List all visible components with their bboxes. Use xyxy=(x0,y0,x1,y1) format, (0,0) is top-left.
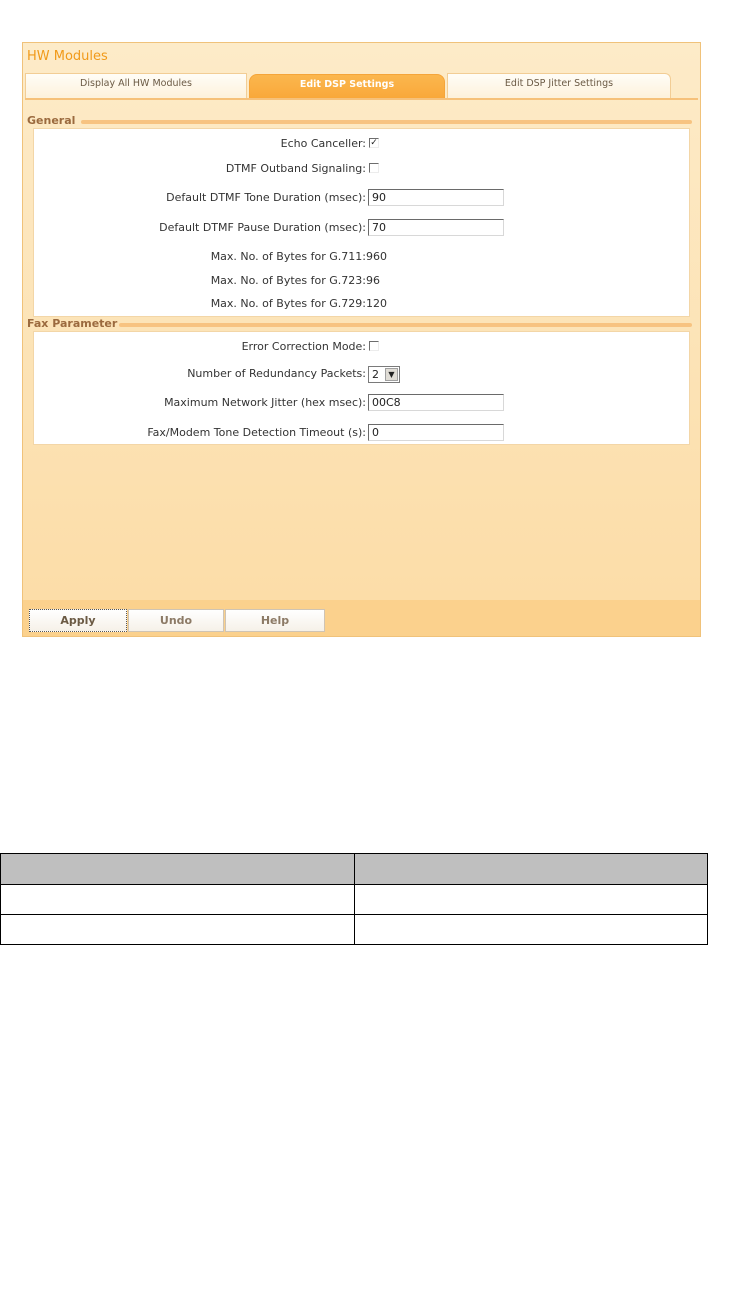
chevron-down-icon[interactable]: ▼ xyxy=(385,368,398,381)
table-cell xyxy=(355,854,708,885)
dtmf-tone-duration-input[interactable]: 90 xyxy=(368,189,504,206)
bytes-g723-label: Max. No. of Bytes for G.723: xyxy=(210,274,366,287)
dtmf-outband-row xyxy=(34,159,689,181)
table-cell xyxy=(355,915,708,945)
tone-timeout-label: Fax/Modem Tone Detection Timeout (s): xyxy=(147,426,366,439)
document-table xyxy=(0,853,708,945)
dtmf-pause-duration-row xyxy=(34,218,689,240)
table-cell xyxy=(1,885,355,915)
dtmf-tone-duration-row xyxy=(34,188,689,210)
fax-section-divider xyxy=(119,323,692,327)
table-row xyxy=(1,885,708,915)
table-cell xyxy=(1,854,355,885)
error-correction-label: Error Correction Mode: xyxy=(241,340,366,353)
general-section xyxy=(33,128,690,317)
fax-section xyxy=(33,331,690,445)
dtmf-outband-checkbox[interactable] xyxy=(369,163,379,173)
tab-edit-dsp-jitter-settings[interactable]: Edit DSP Jitter Settings xyxy=(447,73,671,99)
hw-modules-panel xyxy=(22,42,701,637)
bytes-g729-value: 120 xyxy=(366,297,387,310)
redundancy-packets-label: Number of Redundancy Packets: xyxy=(187,367,366,380)
general-section-divider xyxy=(81,120,692,124)
table-cell xyxy=(355,885,708,915)
table-cell xyxy=(1,915,355,945)
dtmf-pause-duration-input[interactable]: 70 xyxy=(368,219,504,236)
echo-canceller-checkbox[interactable]: ✓ xyxy=(370,138,378,148)
error-correction-row xyxy=(34,337,689,359)
redundancy-packets-value: 2 xyxy=(372,368,379,381)
network-jitter-label: Maximum Network Jitter (hex msec): xyxy=(164,396,366,409)
table-row xyxy=(1,915,708,945)
dtmf-pause-duration-label: Default DTMF Pause Duration (msec): xyxy=(159,221,366,234)
echo-canceller-label: Echo Canceller: xyxy=(280,137,366,150)
bytes-g723-value: 96 xyxy=(366,274,380,287)
bytes-g711-row xyxy=(34,247,689,269)
tab-edit-dsp-settings[interactable]: Edit DSP Settings xyxy=(249,74,445,98)
tab-display-all-hw-modules[interactable]: Display All HW Modules xyxy=(25,73,247,99)
general-section-heading: General xyxy=(27,114,76,127)
bytes-g729-row xyxy=(34,294,689,316)
app-title: HW Modules xyxy=(27,49,108,64)
action-bar xyxy=(23,600,700,636)
dtmf-outband-label: DTMF Outband Signaling: xyxy=(225,162,366,175)
error-correction-checkbox[interactable] xyxy=(369,341,379,351)
echo-canceller-row xyxy=(34,134,689,156)
network-jitter-row xyxy=(34,393,689,415)
fax-section-heading: Fax Parameter xyxy=(27,317,118,330)
tone-timeout-input[interactable]: 0 xyxy=(368,424,504,441)
redundancy-packets-row xyxy=(34,364,689,386)
tab-strip-divider xyxy=(25,98,698,100)
apply-button[interactable]: Apply xyxy=(29,609,127,632)
bytes-g729-label: Max. No. of Bytes for G.729: xyxy=(210,297,366,310)
bytes-g711-value: 960 xyxy=(366,250,387,263)
undo-button[interactable]: Undo xyxy=(128,609,224,632)
tone-timeout-row xyxy=(34,423,689,445)
network-jitter-input[interactable]: 00C8 xyxy=(368,394,504,411)
redundancy-packets-select[interactable] xyxy=(368,366,400,383)
dtmf-tone-duration-label: Default DTMF Tone Duration (msec): xyxy=(166,191,366,204)
bytes-g723-row xyxy=(34,271,689,293)
table-header-row xyxy=(1,854,708,885)
help-button[interactable]: Help xyxy=(225,609,325,632)
bytes-g711-label: Max. No. of Bytes for G.711: xyxy=(210,250,366,263)
